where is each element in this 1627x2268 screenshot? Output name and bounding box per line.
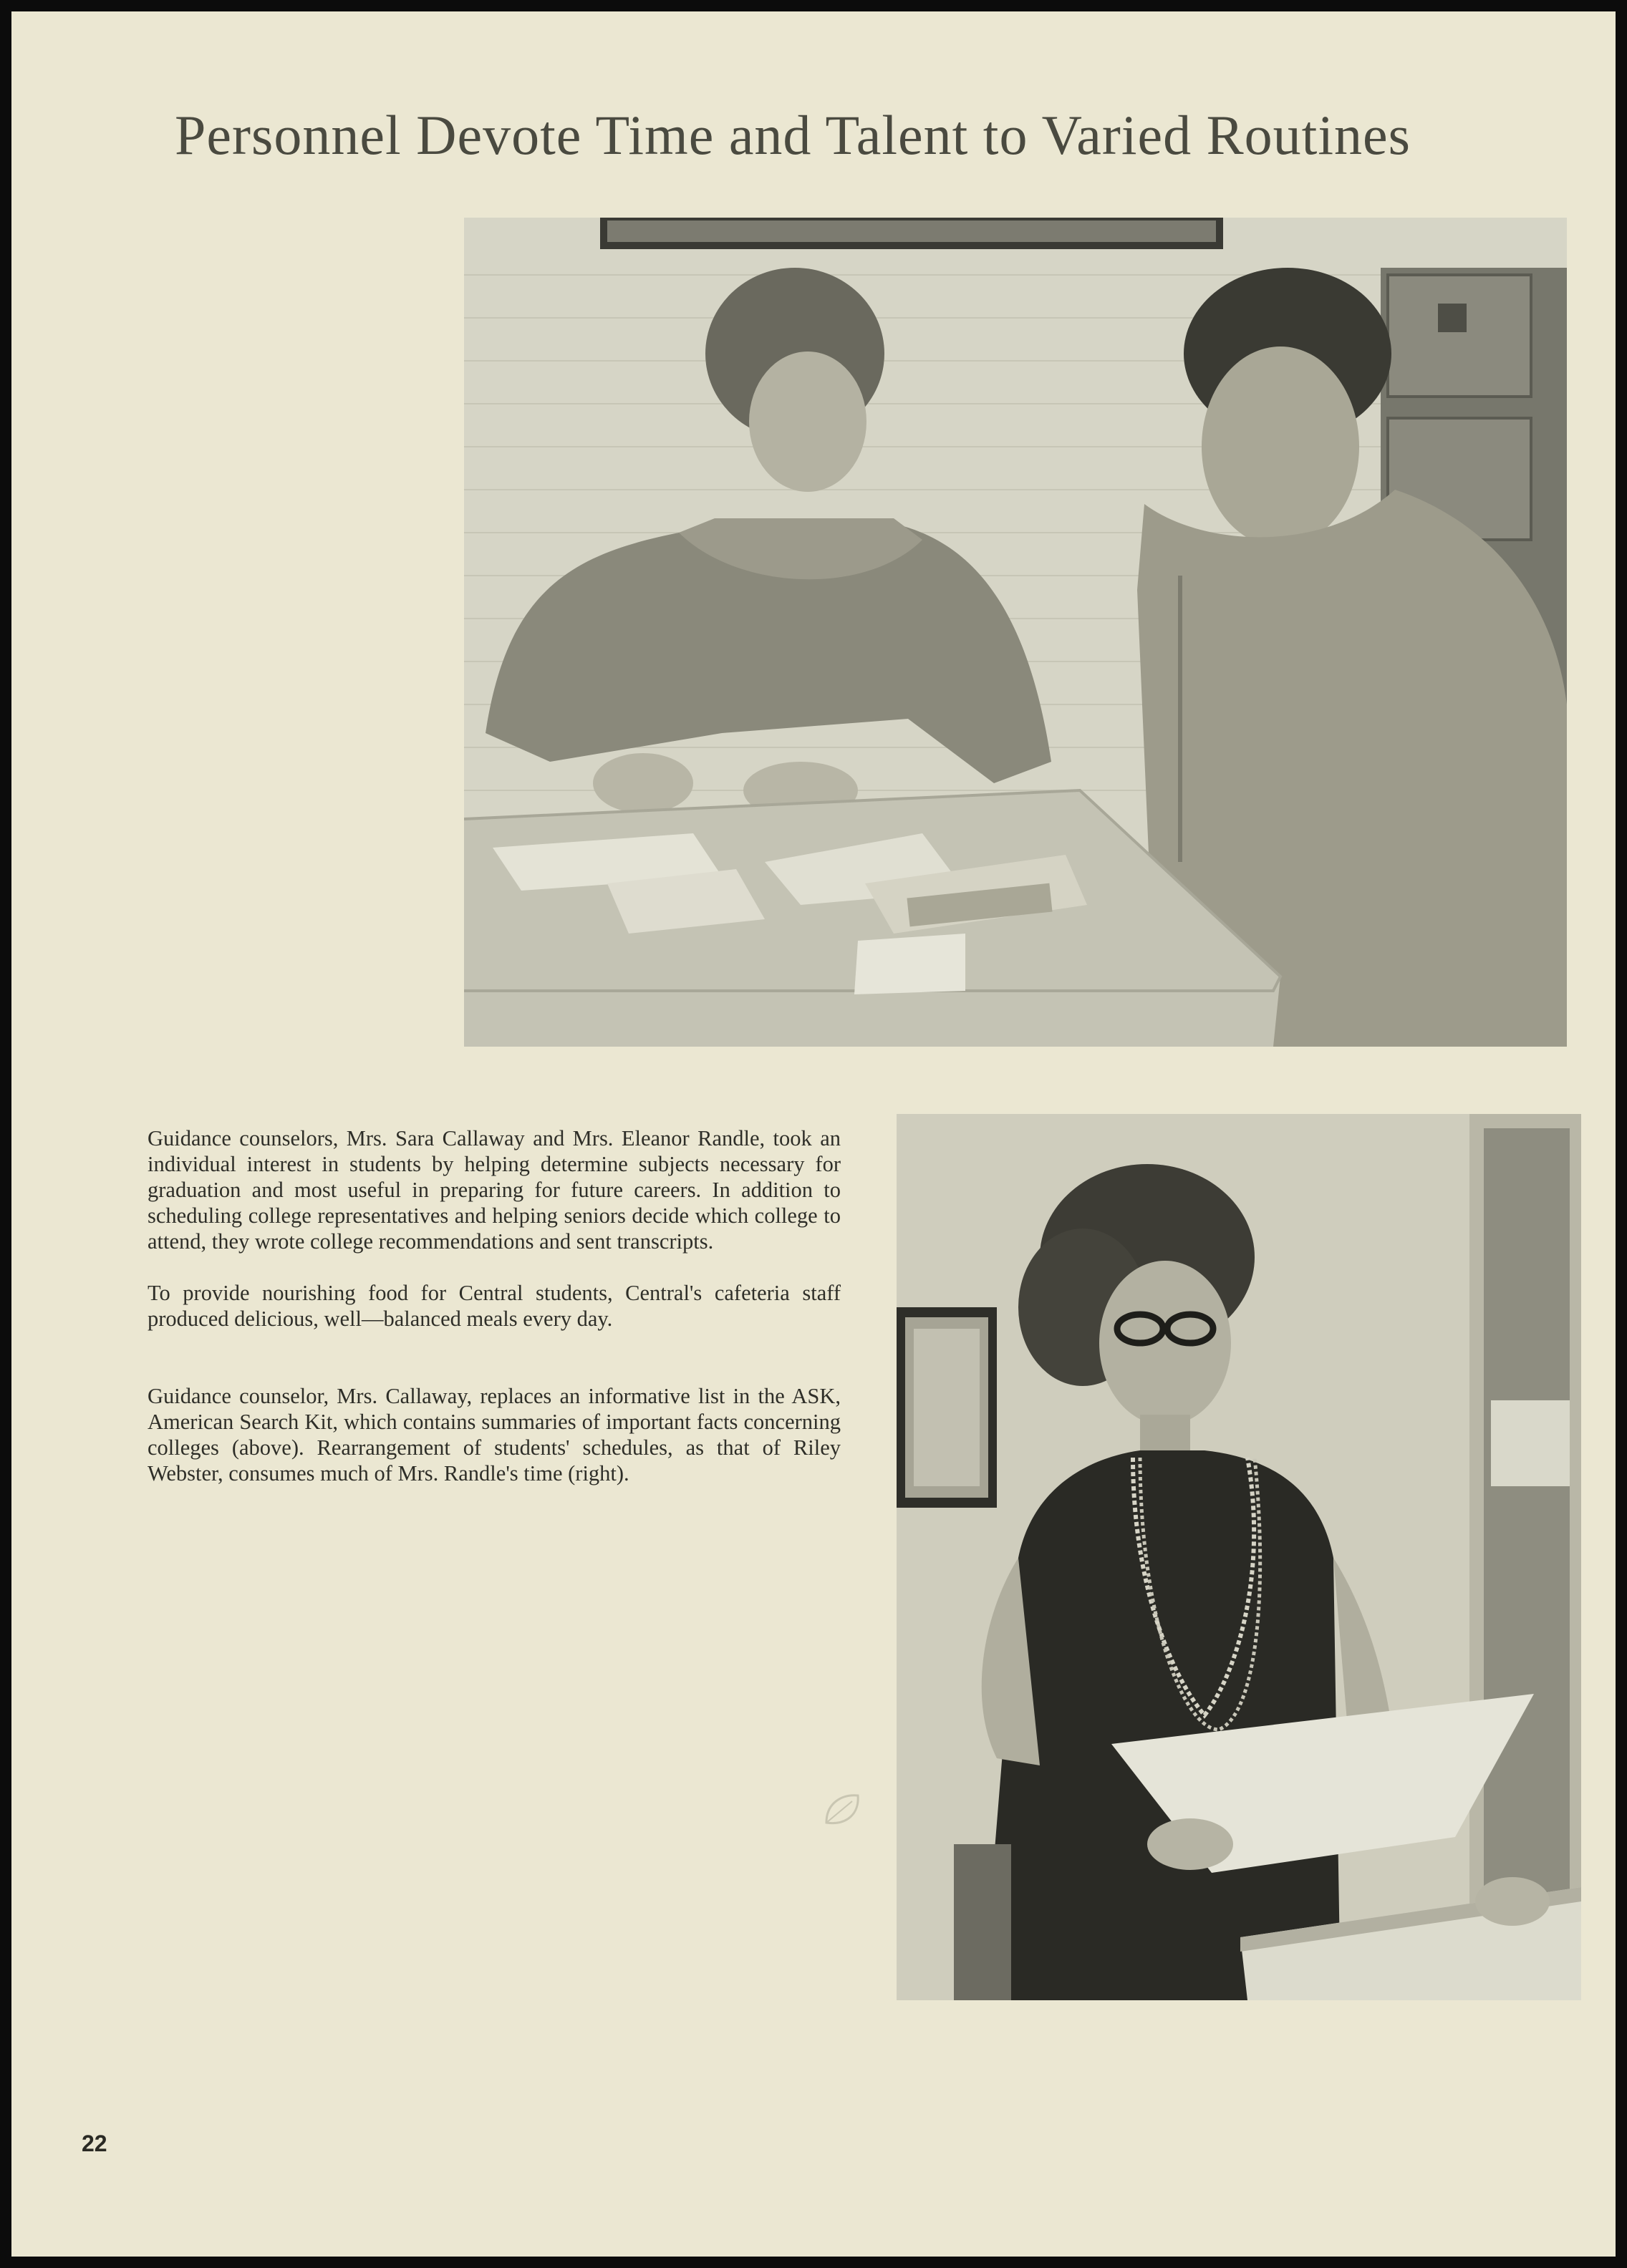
photo-counselor-reading (897, 1114, 1581, 2000)
article-text (148, 1125, 841, 1512)
yearbook-page (11, 11, 1616, 2257)
paragraph-cafeteria: To provide nourishing food for Central students, Central's cafeteria staff produced delicious, well—balanced meals every day. (148, 1281, 841, 1331)
page-number: 22 (82, 2131, 107, 2156)
paragraph-guidance-counselors: Guidance counselors, Mrs. Sara Callaway and Mrs. Eleanor Randle, took an individual interest in students by helping determine subjects necessary for graduation and most useful in preparing for future careers. In addition to scheduling college representatives and helping seniors decide which college to attend, they wrote college recommendations and sent transcripts. (148, 1126, 841, 1254)
photo-counselor-with-student (464, 218, 1567, 1047)
page-title: Personnel Devote Time and Talent to Varied Routines (175, 104, 1411, 166)
leaf-icon (821, 1788, 864, 1831)
photo-caption: Guidance counselor, Mrs. Callaway, replaces an informative list in the ASK, American Search Kit, which contains summaries of important facts concerning colleges (above). Rearrangement of students' schedules, as that of Riley Webster, consumes much of Mrs. Randle's time (right). (148, 1384, 841, 1486)
